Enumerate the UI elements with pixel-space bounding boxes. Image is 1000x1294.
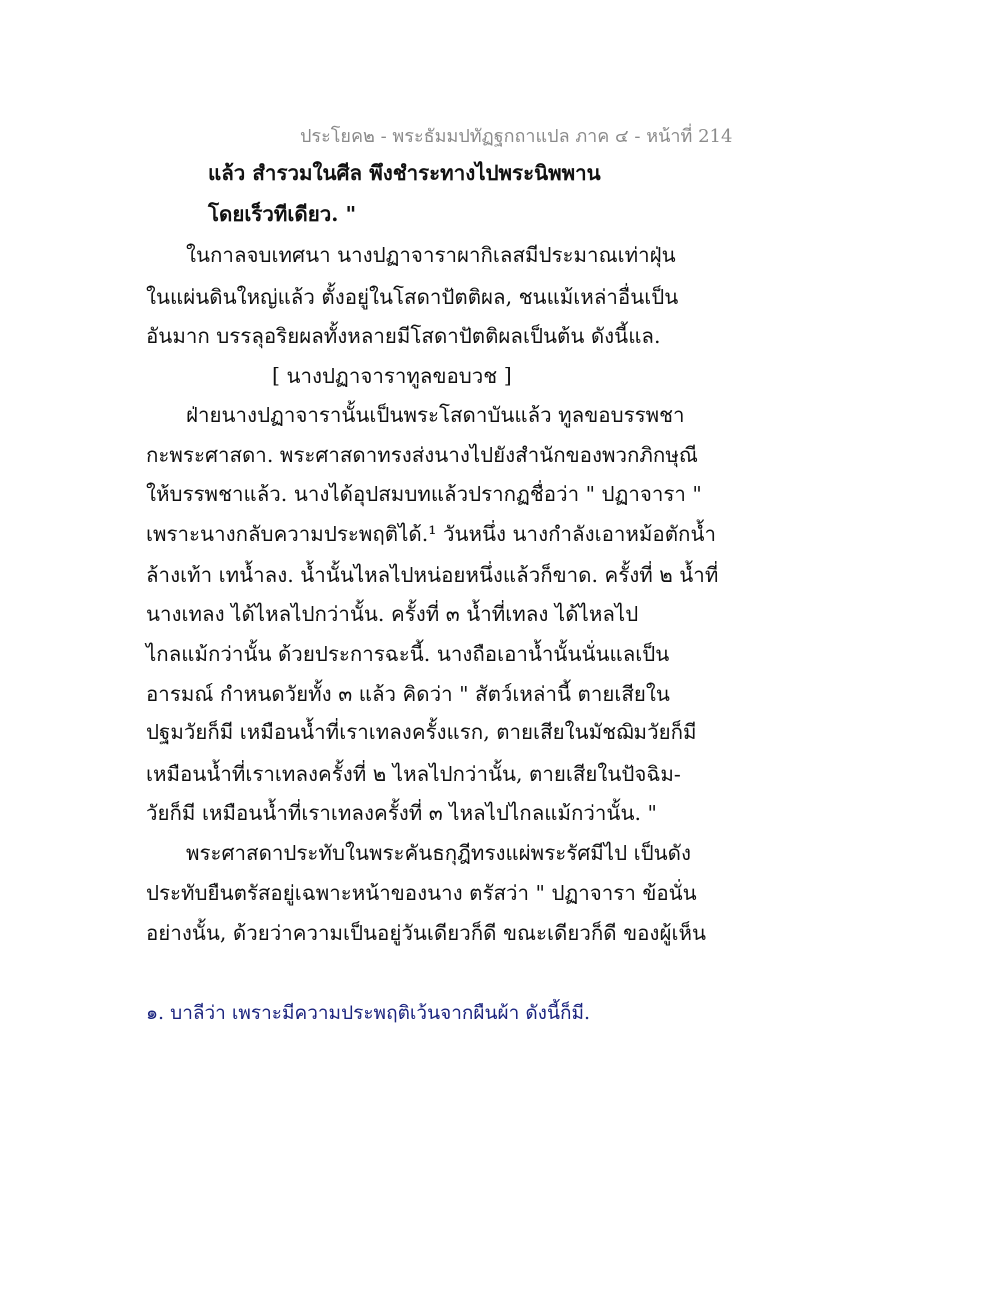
body-line-10: เพราะนางกลับความประพฤติได้.¹ วันหนึ่ง นางกำลังเอาหม้อตักน้ำ — [146, 522, 716, 546]
body-line-4: ในแผ่นดินใหญ่แล้ว ตั้งอยู่ในโสดาปัตติผล, ชนแม้เหล่าอื่นเป็น — [146, 285, 679, 309]
body-line-5: อันมาก บรรลุอริยผลทั้งหลายมีโสดาปัตติผลเป็นต้น ดังนี้แล. — [146, 324, 661, 348]
body-line-1: แล้ว สำรวมในศีล พึงชำระทางไปพระนิพพาน — [208, 161, 601, 185]
body-line-13: ไกลแม้กว่านั้น ด้วยประการฉะนี้. นางถือเอาน้ำนั้นนั่นแลเป็น — [146, 642, 670, 666]
section-heading: [ นางปฏาจาราทูลขอบวช ] — [272, 364, 512, 388]
running-header: ประโยค๒ - พระธัมมปทัฏฐกถาแปล ภาค ๔ - หน้าที่ 214 — [300, 126, 733, 147]
body-line-2: โดยเร็วทีเดียว. " — [208, 202, 357, 226]
body-line-19: ประทับยืนตรัสอยู่เฉพาะหน้าของนาง ตรัสว่า " ปฏาจารา ข้อนั่น — [146, 881, 697, 905]
body-line-18: พระศาสดาประทับในพระคันธกุฎีทรงแผ่พระรัศมีไป เป็นดัง — [186, 841, 691, 865]
body-line-15: ปฐมวัยก็มี เหมือนน้ำที่เราเทลงครั้งแรก, ตายเสียในมัชฌิมวัยก็มี — [146, 720, 697, 744]
body-line-11: ล้างเท้า เทน้ำลง. น้ำนั้นไหลไปหน่อยหนึ่งแล้วก็ขาด. ครั้งที่ ๒ น้ำที่ — [146, 563, 719, 587]
body-line-7: ฝ่ายนางปฏาจารานั้นเป็นพระโสดาบันแล้ว ทูลขอบรรพชา — [186, 403, 685, 427]
body-line-12: นางเทลง ได้ไหลไปกว่านั้น. ครั้งที่ ๓ น้ำที่เทลง ได้ไหลไป — [146, 602, 639, 626]
body-line-17: วัยก็มี เหมือนน้ำที่เราเทลงครั้งที่ ๓ ไหลไปไกลแม้กว่านั้น. " — [146, 801, 657, 825]
body-line-16: เหมือนน้ำที่เราเทลงครั้งที่ ๒ ไหลไปกว่านั้น, ตายเสียในปัจฉิม- — [146, 762, 681, 786]
body-line-8: กะพระศาสดา. พระศาสดาทรงส่งนางไปยังสำนักของพวกภิกษุณี — [146, 443, 698, 467]
body-line-14: อารมณ์ กำหนดวัยทั้ง ๓ แล้ว คิดว่า " สัตว์เหล่านี้ ตายเสียใน — [146, 682, 670, 706]
body-line-20: อย่างนั้น, ด้วยว่าความเป็นอยู่วันเดียวก็ดี ขณะเดียวก็ดี ของผู้เห็น — [146, 921, 706, 945]
body-line-9: ให้บรรพชาแล้ว. นางได้อุปสมบทแล้วปรากฏชื่อว่า " ปฏาจารา " — [146, 482, 702, 506]
footnote: ๑. บาลีว่า เพราะมีความประพฤติเว้นจากผืนผ้า ดังนี้ก็มี. — [146, 1002, 591, 1024]
body-line-3: ในกาลจบเทศนา นางปฏาจาราผากิเลสมีประมาณเท่าฝุ่น — [186, 243, 676, 267]
